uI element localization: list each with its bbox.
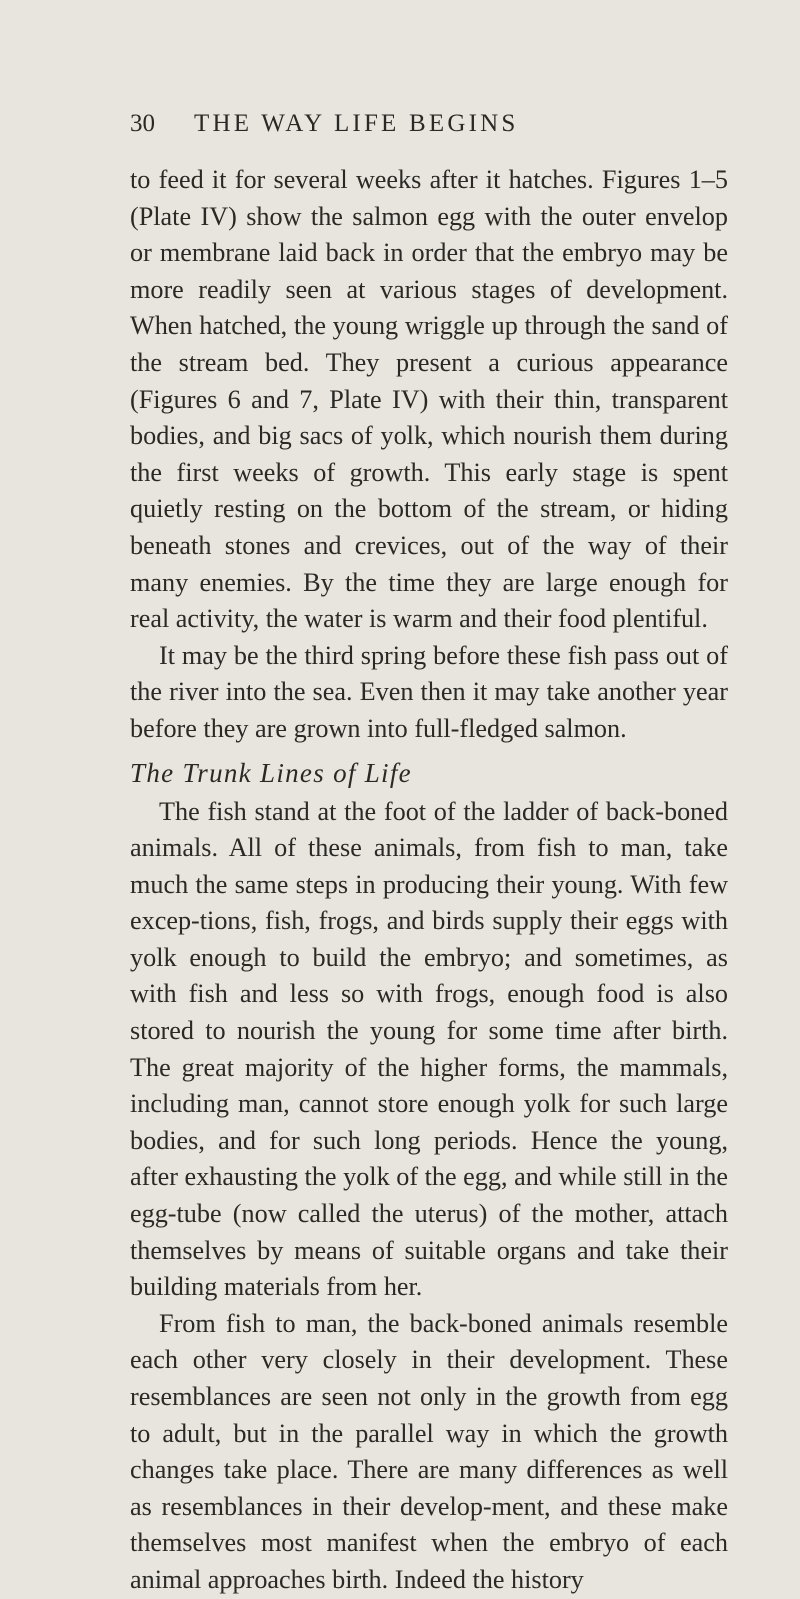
- running-title: THE WAY LIFE BEGINS: [194, 110, 519, 137]
- body-text: [130, 162, 728, 1599]
- paragraph-river-to-sea: It may be the third spring before these fish pass out of the river into the sea. Even then it may take another year before they are grown into full-fledged salmon.: [130, 640, 728, 743]
- running-head: [130, 106, 730, 142]
- paragraph-salmon-development: to feed it for several weeks after it hatches. Figures 1–5 (Plate IV) show the salmon egg with the outer envelop or membrane laid back in order that the embryo may be more readily seen at various stages of development. When hatched, the young wriggle up through the sand of the stream bed. They present a curious appearance (Figures 6 and 7, Plate IV) with their thin, transparent bodies, and big sacs of yolk, which nourish them during the first weeks of growth. This early stage is spent quietly resting on the bottom of the stream, or hiding beneath stones and crevices, out of the way of their many enemies. By the time they are large enough for real activity, the water is warm and their food plentiful.: [130, 165, 728, 634]
- paragraph-back-boned-animals: The fish stand at the foot of the ladder of back-boned animals. All of these animals, from fish to man, take much the same steps in producing their young. With few excep-tions, fish, frogs, and birds supply their eggs with yolk enough to build the embryo; and sometimes, as with fish and less so with frogs, enough food is also stored to nourish the young for some time after birth. The great majority of the higher forms, the mammals, including man, cannot store enough yolk for such large bodies, and for such long periods. Hence the young, after exhausting the yolk of the egg, and while still in the egg-tube (now called the uterus) of the mother, attach themselves by means of suitable organs and take their building materials from her.: [130, 796, 728, 1302]
- section-heading: The Trunk Lines of Life: [130, 757, 412, 788]
- page-number: 30: [130, 110, 155, 137]
- paragraph-development-resemblances: From fish to man, the back-boned animals resemble each other very closely in their development. These resemblances are seen not only in the growth from egg to adult, but in the parallel way in which the growth changes take place. There are many differences as well as resemblances in their develop-ment, and these make themselves most manifest when the embryo of each animal approaches birth. Indeed the history: [130, 1308, 728, 1594]
